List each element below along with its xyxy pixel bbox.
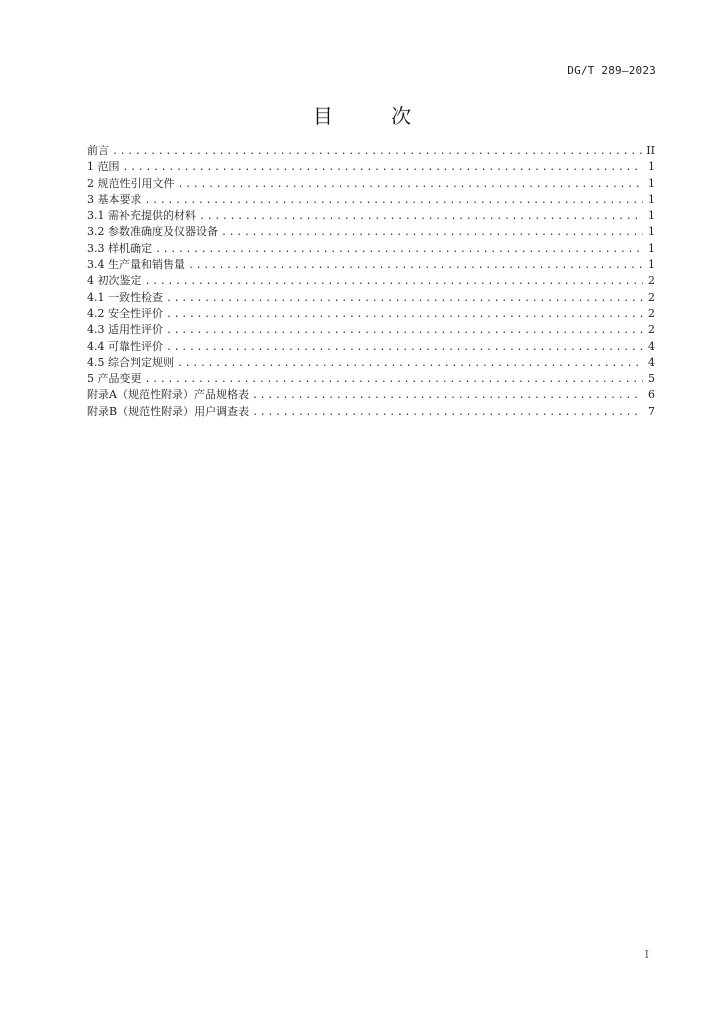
toc-entry[interactable] — [87, 273, 655, 289]
toc-entry[interactable] — [87, 404, 655, 420]
toc-leader-dots — [221, 225, 643, 241]
toc-leader-dots — [145, 274, 644, 290]
toc-entry-page: 7 — [648, 404, 655, 418]
toc-entry-page: II — [646, 144, 655, 157]
toc-entry[interactable] — [87, 257, 655, 273]
toc-entry-page: 1 — [648, 192, 655, 206]
toc-leader-dots — [145, 193, 644, 209]
toc-list — [87, 143, 655, 420]
toc-entry-label: 3 基本要求 — [87, 192, 142, 206]
toc-entry-page: 2 — [648, 274, 655, 288]
toc-entry[interactable] — [87, 159, 655, 175]
toc-entry-label: 5 产品变更 — [87, 372, 142, 386]
toc-entry-label: 前言 — [87, 144, 109, 157]
toc-leader-dots — [166, 340, 643, 356]
toc-leader-dots — [166, 323, 643, 339]
toc-entry-page: 2 — [648, 323, 655, 337]
toc-entry[interactable] — [87, 290, 655, 306]
toc-entry[interactable] — [87, 355, 655, 371]
toc-leader-dots — [252, 405, 643, 421]
toc-entry-label: 4.1 一致性检查 — [87, 290, 163, 304]
toc-entry-page: 5 — [648, 372, 655, 386]
toc-entry-page: 1 — [648, 160, 655, 174]
toc-entry-label: 4.4 可靠性评价 — [87, 339, 163, 353]
toc-leader-dots — [178, 177, 644, 193]
document-code: DG/T 289—2023 — [567, 64, 656, 77]
toc-leader-dots — [199, 209, 643, 225]
toc-leader-dots — [252, 388, 643, 404]
toc-entry-page: 2 — [648, 290, 655, 304]
toc-entry-page: 4 — [648, 355, 655, 369]
toc-entry-label: 4 初次鉴定 — [87, 274, 142, 288]
toc-entry-label: 2 规范性引用文件 — [87, 176, 175, 190]
toc-entry-page: 1 — [648, 209, 655, 223]
toc-leader-dots — [177, 356, 643, 372]
toc-entry-label: 附录B（规范性附录）用户调查表 — [87, 404, 250, 418]
toc-entry-page: 2 — [648, 306, 655, 320]
toc-leader-dots — [166, 307, 643, 323]
toc-entry-page: 1 — [648, 176, 655, 190]
page-number: I — [644, 948, 649, 961]
toc-entry-label: 4.5 综合判定规则 — [87, 355, 174, 369]
toc-entry-page: 1 — [648, 241, 655, 255]
toc-leader-dots — [145, 372, 644, 388]
toc-entry[interactable] — [87, 387, 655, 403]
toc-entry-label: 附录A（规范性附录）产品规格表 — [87, 388, 249, 402]
toc-entry-page: 4 — [648, 339, 655, 353]
toc-entry[interactable] — [87, 208, 655, 224]
toc-leader-dots — [155, 242, 643, 258]
toc-entry-page: 1 — [648, 225, 655, 239]
toc-entry-label: 4.2 安全性评价 — [87, 306, 163, 320]
toc-entry-page: 1 — [648, 258, 655, 272]
toc-entry-label: 3.1 需补充提供的材料 — [87, 209, 196, 223]
toc-entry[interactable] — [87, 176, 655, 192]
toc-entry[interactable] — [87, 192, 655, 208]
toc-entry-label: 4.3 适用性评价 — [87, 323, 163, 337]
toc-entry[interactable] — [87, 241, 655, 257]
toc-entry[interactable] — [87, 339, 655, 355]
toc-entry-page: 6 — [648, 388, 655, 402]
toc-entry[interactable] — [87, 371, 655, 387]
toc-leader-dots — [188, 258, 643, 274]
toc-entry-label: 3.3 样机确定 — [87, 241, 152, 255]
toc-entry-label: 3.2 参数准确度及仪器设备 — [87, 225, 218, 239]
toc-entry-label: 1 范围 — [87, 160, 120, 174]
toc-entry[interactable] — [87, 143, 655, 159]
toc-leader-dots — [166, 291, 643, 307]
toc-leader-dots — [112, 144, 642, 160]
toc-leader-dots — [123, 160, 644, 176]
toc-title: 目 次 — [312, 104, 438, 128]
toc-entry[interactable] — [87, 322, 655, 338]
toc-entry-label: 3.4 生产量和销售量 — [87, 258, 185, 272]
toc-entry[interactable] — [87, 224, 655, 240]
toc-entry[interactable] — [87, 306, 655, 322]
